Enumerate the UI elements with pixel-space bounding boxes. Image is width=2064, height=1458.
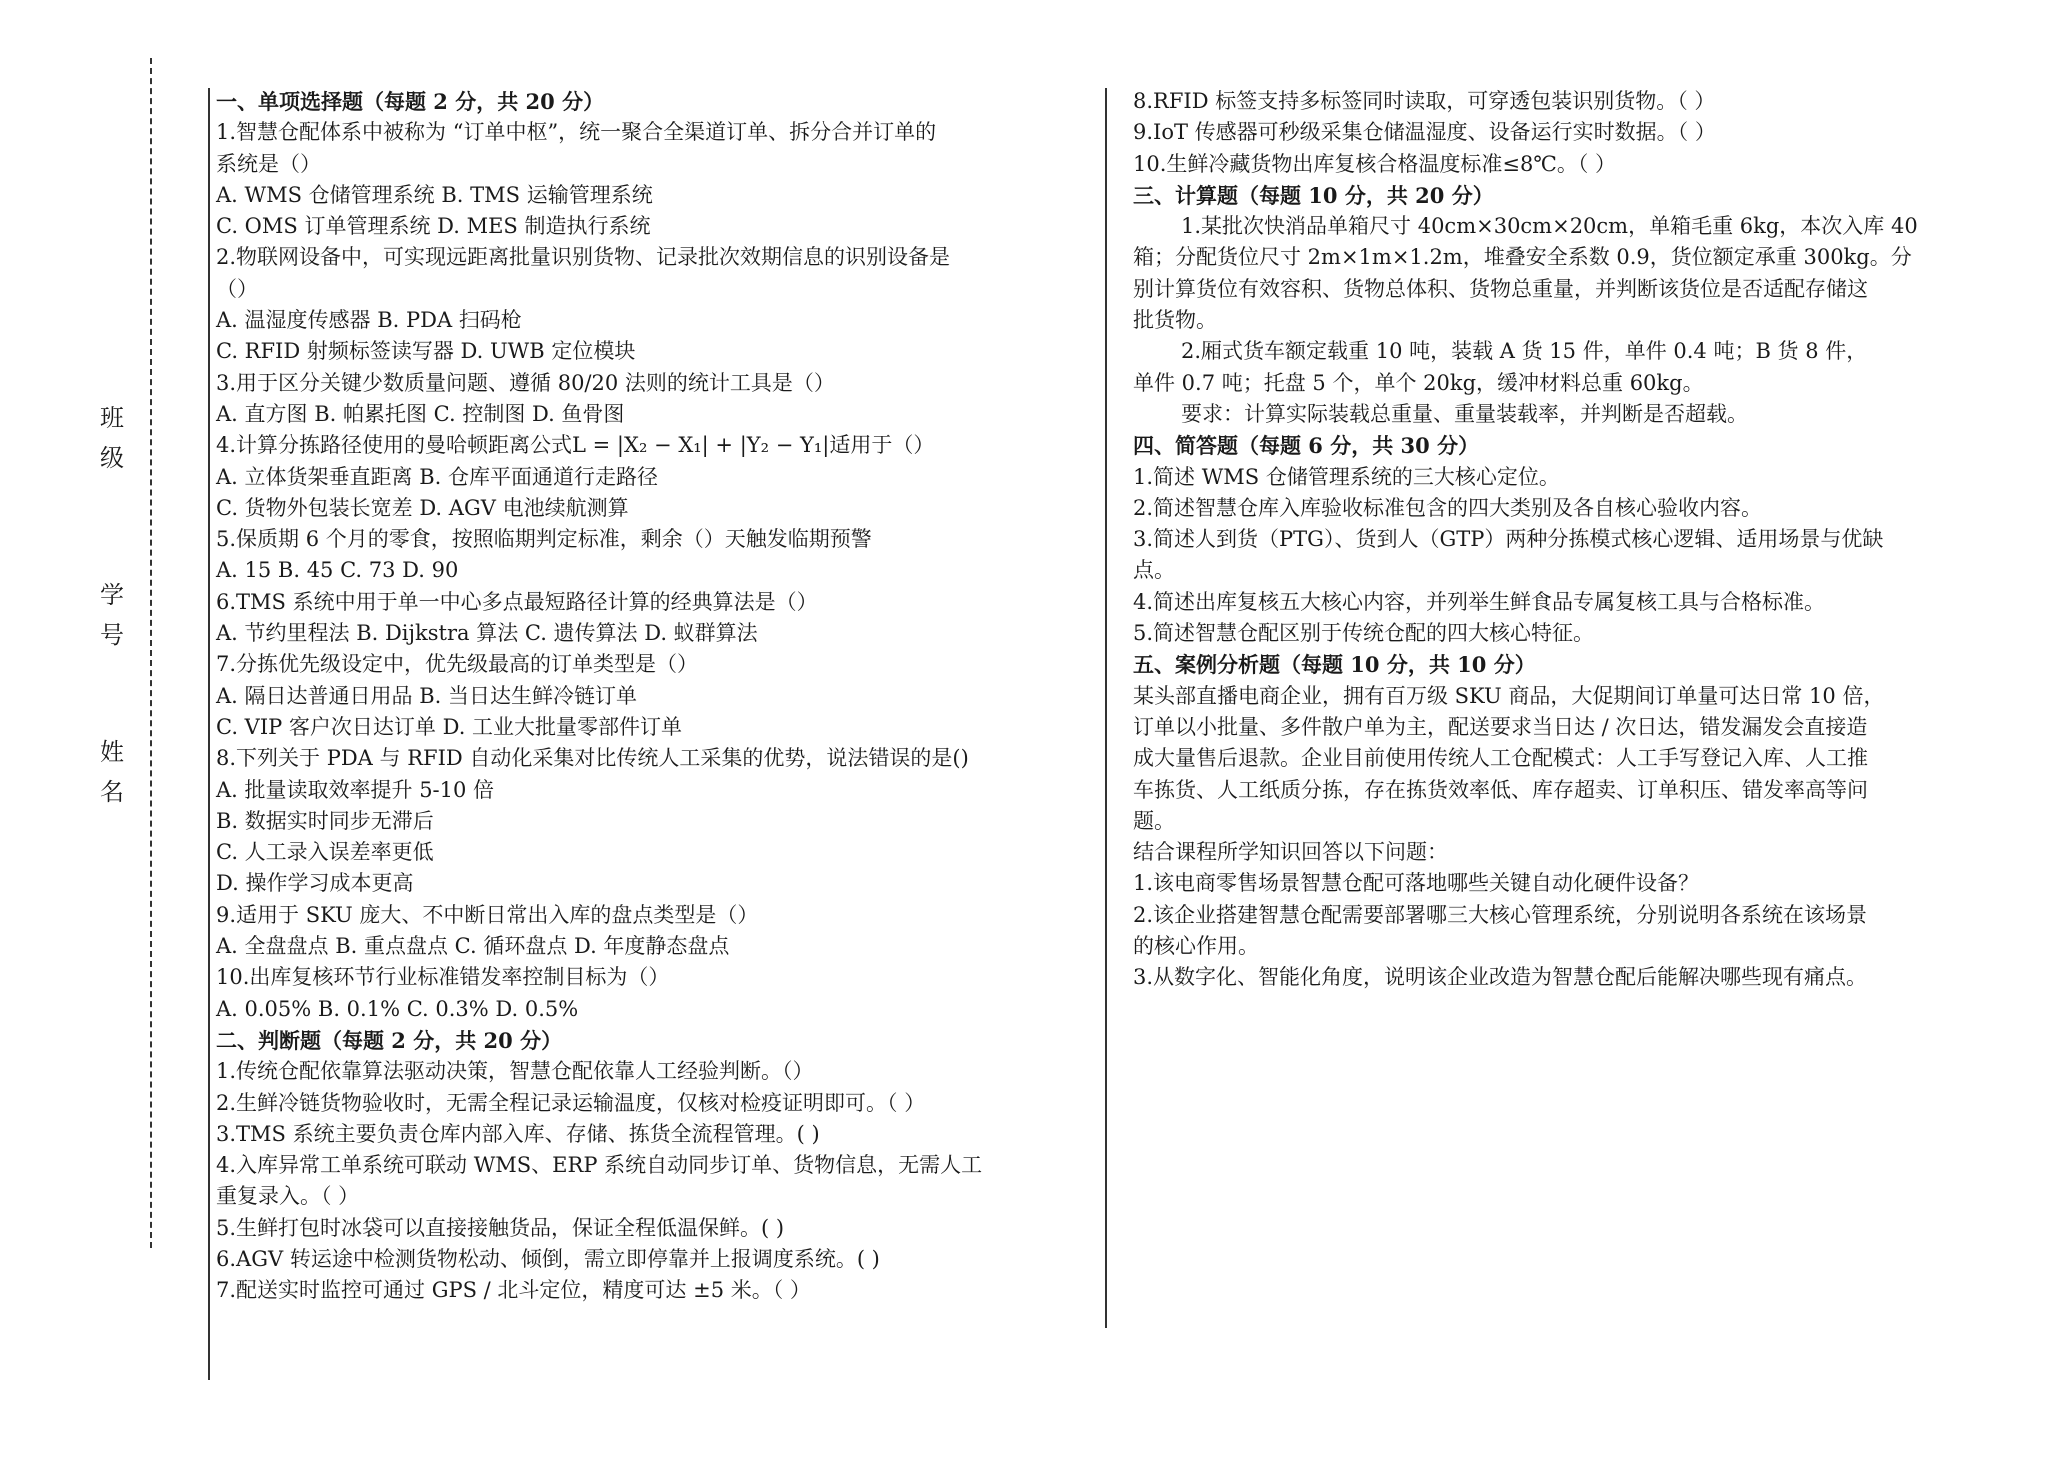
name-label: 姓 名: [100, 738, 124, 806]
text-line: 1.该电商零售场景智慧仓配可落地哪些关键自动化硬件设备？: [1133, 871, 1700, 896]
text-line: 的核心作用。: [1133, 934, 1259, 959]
text-line: 8.RFID 标签支持多标签同时读取，可穿透包装识别货物。（ ）: [1133, 89, 1716, 113]
text-line: 10.出库复核环节行业标准错发率控制目标为（）: [216, 965, 670, 990]
text-line: A. 立体货架垂直距离 B. 仓库平面通道行走路径: [216, 464, 658, 489]
text-line: 9.IoT 传感器可秒级采集仓储温湿度、设备运行实时数据。（ ）: [1133, 120, 1716, 145]
text-line: 单件 0.7 吨；托盘 5 个，单个 20kg，缓冲材料总重 60kg。: [1133, 370, 1704, 395]
text-line: 3.TMS 系统主要负责仓库内部入库、存储、拣货全流程管理。( ): [216, 1121, 820, 1146]
text-line: C. RFID 射频标签读写器 D. UWB 定位模块: [216, 339, 636, 364]
text-line: 6.AGV 转运途中检测货物松动、倾倒，需立即停靠并上报调度系统。( ): [216, 1246, 880, 1271]
text-line: 订单以小批量、多件散户单为主，配送要求当日达 / 次日达，错发漏发会直接造: [1133, 714, 1868, 739]
text-line: 某头部直播电商企业，拥有百万级 SKU 商品，大促期间订单量可达日常 10 倍，: [1133, 683, 1885, 708]
text-line: 点。: [1133, 558, 1175, 583]
text-line: A. 批量读取效率提升 5-10 倍: [216, 777, 495, 802]
text-line: 7.分拣优先级设定中，优先级最高的订单类型是（）: [216, 652, 699, 677]
student-number-label: 学 号: [100, 581, 124, 649]
left-margin-rule: [208, 88, 210, 1380]
text-line: 题。: [1133, 808, 1175, 833]
section-heading: 二、判断题（每题 2 分，共 20 分）: [216, 1027, 563, 1053]
text-line: A. 0.05% B. 0.1% C. 0.3% D. 0.5%: [216, 996, 579, 1021]
text-line: 2.简述智慧仓库入库验收标准包含的四大类别及各自核心验收内容。: [1133, 495, 1763, 520]
text-line: C. VIP 客户次日达订单 D. 工业大批量零部件订单: [216, 714, 683, 739]
text-line: 2.生鲜冷链货物验收时，无需全程记录运输温度，仅核对检疫证明即可。（ ）: [216, 1090, 926, 1115]
text-line: C. OMS 订单管理系统 D. MES 制造执行系统: [216, 214, 651, 239]
text-line: 7.配送实时监控可通过 GPS / 北斗定位，精度可达 ±5 米。（ ）: [216, 1278, 811, 1303]
text-line: 4.简述出库复核五大核心内容，并列举生鲜食品专属复核工具与合格标准。: [1133, 589, 1826, 614]
text-line: 3.从数字化、智能化角度，说明该企业改造为智慧仓配后能解决哪些现有痛点。: [1133, 965, 1868, 990]
text-line: A. WMS 仓储管理系统 B. TMS 运输管理系统: [216, 182, 653, 207]
text-line: 系统是（）: [216, 151, 321, 176]
text-line: 6.TMS 系统中用于单一中心多点最短路径计算的经典算法是（）: [216, 589, 818, 614]
text-line: D. 操作学习成本更高: [216, 871, 414, 896]
text-line: 5.生鲜打包时冰袋可以直接接触货品，保证全程低温保鲜。( ): [216, 1215, 785, 1240]
left-column: [216, 86, 982, 1307]
text-line: A. 直方图 B. 帕累托图 C. 控制图 D. 鱼骨图: [216, 401, 625, 426]
text-line: 别计算货位有效容积、货物总体积、货物总重量，并判断该货位是否适配存储这: [1133, 276, 1868, 301]
text-line: C. 人工录入误差率更低: [216, 840, 434, 865]
section-heading: 一、单项选择题（每题 2 分，共 20 分）: [216, 89, 605, 114]
text-line: 车拣货、人工纸质分拣，存在拣货效率低、库存超卖、订单积压、错发率高等问: [1133, 777, 1868, 802]
text-line: 成大量售后退款。企业目前使用传统人工仓配模式：人工手写登记入库、人工推: [1133, 746, 1868, 771]
column-divider-rule: [1105, 88, 1107, 1328]
text-line: 4.计算分拣路径使用的曼哈顿距离公式L = |X₂ − X₁| + |Y₂ − Y₁|适用于（）: [216, 433, 935, 458]
class-label: 班 级: [100, 404, 124, 472]
text-line: 1.某批次快消品单箱尺寸 40cm×30cm×20cm，单箱毛重 6kg，本次入库 40: [1181, 214, 1918, 239]
text-line: 4.入库异常工单系统可联动 WMS、ERP 系统自动同步订单、货物信息，无需人工: [216, 1153, 983, 1178]
text-line: 批货物。: [1133, 308, 1217, 333]
text-line: 1.智慧仓配体系中被称为 “订单中枢”，统一聚合全渠道订单、拆分合并订单的: [216, 120, 937, 145]
text-line: 3.简述人到货（PTG）、货到人（GTP）两种分拣模式核心逻辑、适用场景与优缺: [1133, 527, 1884, 552]
text-line: A. 15 B. 45 C. 73 D. 90: [216, 558, 459, 583]
text-line: A. 隔日达普通日用品 B. 当日达生鲜冷链订单: [216, 683, 637, 708]
text-line: 2.物联网设备中，可实现远距离批量识别货物、记录批次效期信息的识别设备是: [216, 245, 951, 270]
text-line: （）: [216, 276, 258, 301]
text-line: 1.传统仓配依靠算法驱动决策，智慧仓配依靠人工经验判断。（）: [216, 1059, 814, 1084]
section-heading: 三、计算题（每题 10 分，共 20 分）: [1133, 182, 1494, 208]
text-line: C. 货物外包装长宽差 D. AGV 电池续航测算: [216, 495, 629, 520]
text-line: B. 数据实时同步无滞后: [216, 808, 434, 833]
text-line: 3.用于区分关键少数质量问题、遵循 80/20 法则的统计工具是（）: [216, 370, 835, 395]
text-line: 8.下列关于 PDA 与 RFID 自动化采集对比传统人工采集的优势，说法错误的是(): [216, 746, 969, 771]
text-line: 5.简述智慧仓配区别于传统仓配的四大核心特征。: [1133, 621, 1595, 646]
text-line: A. 全盘盘点 B. 重点盘点 C. 循环盘点 D. 年度静态盘点: [216, 934, 730, 959]
right-column: [1133, 86, 1918, 994]
section-heading: 四、简答题（每题 6 分，共 30 分）: [1133, 433, 1480, 459]
binding-dashed-line: [150, 58, 152, 1248]
text-line: 9.适用于 SKU 庞大、不中断日常出入库的盘点类型是（）: [216, 902, 759, 927]
text-line: 箱；分配货位尺寸 2m×1m×1.2m，堆叠安全系数 0.9，货位额定承重 300kg。分: [1133, 245, 1912, 270]
text-line: 要求：计算实际装载总重量、重量装载率，并判断是否超载。: [1181, 401, 1748, 426]
text-line: 2.厢式货车额定载重 10 吨，装载 A 货 15 件，单件 0.4 吨；B 货 8 件，: [1181, 339, 1868, 364]
text-line: A. 节约里程法 B. Dijkstra 算法 C. 遗传算法 D. 蚁群算法: [216, 621, 758, 646]
text-line: 1.简述 WMS 仓储管理系统的三大核心定位。: [1133, 464, 1560, 489]
text-line: 2.该企业搭建智慧仓配需要部署哪三大核心管理系统，分别说明各系统在该场景: [1133, 902, 1868, 927]
section-heading: 五、案例分析题（每题 10 分，共 10 分）: [1133, 652, 1536, 678]
text-line: A. 温湿度传感器 B. PDA 扫码枪: [216, 308, 522, 333]
text-line: 5.保质期 6 个月的零食，按照临期判定标准，剩余（）天触发临期预警: [216, 527, 872, 552]
text-line: 10.生鲜冷藏货物出库复核合格温度标准≤8℃。（ ）: [1133, 151, 1617, 176]
text-line: 重复录入。（ ）: [216, 1184, 360, 1209]
text-line: 结合课程所学知识回答以下问题：: [1133, 840, 1448, 865]
